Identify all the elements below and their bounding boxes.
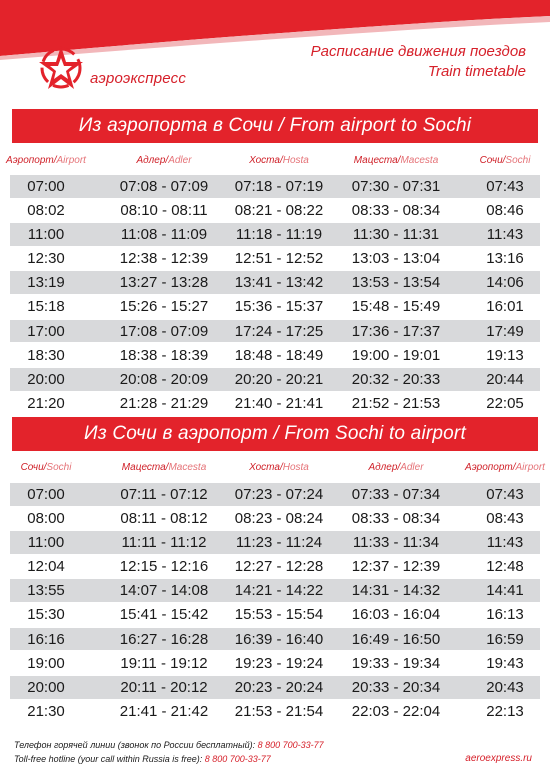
column-header [249, 155, 309, 166]
column-header-ru: Мацеста/ [353, 155, 401, 166]
column-header [480, 155, 531, 166]
table-cell: 11:43 [486, 226, 524, 244]
table-cell: 13:53 - 13:54 [351, 274, 441, 292]
table-row [10, 368, 540, 391]
table-cell: 13:19 [27, 274, 65, 292]
column-header-en: Adler [168, 155, 192, 166]
table-cell: 07:08 - 07:09 [119, 178, 209, 195]
table-row [10, 555, 540, 578]
table-cell: 11:23 - 11:24 [235, 534, 323, 552]
column-header [249, 462, 309, 473]
table-cell: 19:33 - 19:34 [351, 654, 441, 672]
table-cell: 22:13 [486, 702, 524, 720]
column-header-ru: Аэропорт/ [6, 155, 57, 166]
table-cell: 07:23 - 07:24 [234, 486, 324, 503]
table-cell: 19:23 - 19:24 [234, 654, 324, 672]
table-cell: 14:31 - 14:32 [351, 582, 441, 600]
table-cell: 08:46 [486, 202, 524, 220]
table-cell: 21:52 - 21:53 [351, 394, 441, 412]
table-row [10, 507, 540, 530]
hotline-en: Toll-free hotline (your call within Russia is free): [14, 754, 205, 764]
table-cell: 20:20 - 20:21 [234, 370, 324, 388]
title-en: Train timetable [427, 63, 526, 80]
table-cell: 14:06 [486, 274, 524, 292]
table-cell: 07:33 - 07:34 [351, 486, 441, 503]
table-row [10, 579, 540, 602]
table-cell: 19:00 [27, 654, 65, 672]
timetable-rows [10, 483, 540, 724]
table-row [10, 199, 540, 222]
table-row [10, 531, 540, 554]
table-cell: 12:27 - 12:28 [234, 558, 324, 576]
table-cell: 21:53 - 21:54 [234, 702, 324, 720]
section-title-ru: Из Сочи в аэропорт [84, 423, 268, 444]
table-row [10, 700, 540, 723]
table-cell: 19:43 [486, 654, 524, 672]
table-cell: 08:23 - 08:24 [234, 510, 324, 528]
table-cell: 13:16 [486, 250, 524, 268]
table-cell: 15:53 - 15:54 [234, 606, 324, 624]
table-cell: 15:36 - 15:37 [234, 298, 324, 316]
table-cell: 19:11 - 19:12 [120, 654, 208, 672]
timetable-rows [10, 175, 540, 416]
table-cell: 12:30 [27, 250, 65, 268]
table-cell: 22:05 [486, 394, 524, 412]
section-title-en: From airport to Sochi [289, 115, 472, 136]
table-cell: 19:13 [486, 346, 524, 364]
table-cell: 14:21 - 14:22 [234, 582, 324, 600]
section-title-separator: / [267, 423, 285, 444]
table-cell: 12:37 - 12:39 [351, 558, 441, 576]
section-title-ru: Из аэропорта в Сочи [78, 115, 274, 136]
hotline-ru: Телефон горячей линии (звонок по России бесплатный): [14, 740, 258, 750]
column-header-ru: Сочи/ [479, 155, 506, 166]
table-cell: 17:00 [27, 322, 65, 340]
table-cell: 08:10 - 08:11 [120, 202, 208, 220]
table-cell: 16:03 - 16:04 [351, 606, 441, 624]
section-title-bar [12, 417, 538, 451]
table-row [10, 628, 540, 651]
column-header [6, 155, 86, 166]
table-row [10, 652, 540, 675]
table-cell: 11:00 [27, 226, 65, 244]
table-cell: 08:33 - 08:34 [351, 202, 441, 220]
table-cell: 16:39 - 16:40 [234, 630, 324, 648]
table-cell: 16:16 [27, 630, 65, 648]
table-cell: 08:33 - 08:34 [351, 510, 441, 528]
table-cell: 17:08 - 07:09 [119, 322, 209, 340]
table-cell: 21:30 [27, 702, 65, 720]
table-cell: 20:23 - 20:24 [234, 678, 324, 696]
table-cell: 16:59 [486, 630, 524, 648]
table-cell: 11:08 - 11:09 [120, 226, 208, 244]
table-cell: 12:15 - 12:16 [119, 558, 209, 576]
table-cell: 21:40 - 21:41 [234, 394, 324, 412]
table-cell: 12:51 - 12:52 [234, 250, 324, 268]
table-cell: 15:30 [27, 606, 65, 624]
footer-hotline [14, 738, 324, 766]
table-cell: 08:21 - 08:22 [234, 202, 324, 220]
table-cell: 11:33 - 11:34 [352, 534, 440, 552]
table-cell: 22:03 - 22:04 [351, 702, 441, 720]
table-row [10, 271, 540, 294]
table-cell: 15:18 [27, 298, 65, 316]
section-title-separator: / [273, 115, 290, 136]
column-header-en: Sochi [505, 155, 531, 166]
column-header [465, 462, 545, 473]
section-title-bar [12, 109, 538, 143]
table-cell: 16:01 [486, 298, 524, 316]
table-cell: 11:18 - 11:19 [235, 226, 323, 244]
table-cell: 11:43 [486, 534, 524, 552]
column-header-en: Airport [56, 155, 86, 166]
table-cell: 08:43 [486, 510, 524, 528]
table-cell: 20:11 - 20:12 [120, 678, 208, 696]
table-cell: 07:11 - 07:12 [120, 486, 208, 503]
table-cell: 21:20 [27, 394, 65, 412]
column-header [368, 462, 423, 473]
column-header-ru: Адлер/ [368, 462, 401, 473]
table-cell: 18:38 - 18:39 [119, 346, 209, 364]
table-cell: 13:41 - 13:42 [234, 274, 324, 292]
column-header-ru: Хоста/ [249, 462, 283, 473]
table-cell: 16:27 - 16:28 [119, 630, 209, 648]
table-cell: 07:43 [486, 486, 524, 503]
column-header-en: Hosta [282, 155, 309, 166]
table-cell: 07:43 [486, 178, 524, 195]
table-cell: 07:00 [27, 178, 65, 195]
table-cell: 07:30 - 07:31 [351, 178, 441, 195]
table-cell: 15:41 - 15:42 [119, 606, 209, 624]
table-cell: 14:07 - 14:08 [119, 582, 209, 600]
column-header-en: Hosta [282, 462, 309, 473]
column-headers [6, 155, 540, 169]
column-header-en: Airport [515, 462, 545, 473]
table-cell: 20:43 [486, 678, 524, 696]
table-cell: 17:36 - 17:37 [351, 322, 441, 340]
table-cell: 11:00 [27, 534, 65, 552]
table-cell: 08:02 [27, 202, 65, 220]
table-cell: 12:38 - 12:39 [119, 250, 209, 268]
table-cell: 21:41 - 21:42 [119, 702, 209, 720]
document-title [311, 42, 526, 82]
column-header-en: Adler [400, 462, 424, 473]
column-header [354, 155, 439, 166]
column-header-ru: Аэропорт/ [465, 462, 516, 473]
table-cell: 20:44 [486, 370, 524, 388]
table-cell: 16:13 [486, 606, 524, 624]
table-cell: 18:30 [27, 346, 65, 364]
table-cell: 13:03 - 13:04 [351, 250, 441, 268]
section-title-en: From Sochi to airport [284, 423, 466, 444]
column-header-ru: Сочи/ [20, 462, 47, 473]
table-row [10, 295, 540, 318]
column-header [136, 155, 191, 166]
table-row [10, 392, 540, 415]
table-row [10, 483, 540, 506]
table-row [10, 603, 540, 626]
column-header-ru: Мацеста/ [121, 462, 169, 473]
table-cell: 19:00 - 19:01 [351, 346, 441, 364]
table-row [10, 175, 540, 198]
table-row [10, 247, 540, 270]
column-header-en: Macesta [400, 155, 439, 166]
table-cell: 08:11 - 08:12 [120, 510, 208, 528]
table-cell: 15:48 - 15:49 [351, 298, 441, 316]
column-headers [10, 462, 545, 476]
table-cell: 21:28 - 21:29 [119, 394, 209, 412]
table-cell: 12:04 [27, 558, 65, 576]
column-header [21, 462, 72, 473]
table-cell: 20:00 [27, 678, 65, 696]
hotline-phone-en: 8 800 700-33-77 [204, 754, 271, 764]
aeroexpress-logo-icon [36, 42, 86, 94]
website-link[interactable]: aeroexpress.ru [465, 753, 532, 764]
table-cell: 08:00 [27, 510, 65, 528]
table-cell: 17:49 [486, 322, 524, 340]
table-row [10, 320, 540, 343]
table-row [10, 344, 540, 367]
table-cell: 20:00 [27, 370, 65, 388]
table-cell: 13:55 [27, 582, 65, 600]
table-cell: 07:00 [27, 486, 65, 503]
table-cell: 20:32 - 20:33 [351, 370, 441, 388]
table-cell: 20:08 - 20:09 [119, 370, 209, 388]
table-cell: 11:11 - 11:12 [121, 534, 207, 552]
title-ru: Расписание движения поездов [310, 43, 526, 60]
table-cell: 16:49 - 16:50 [351, 630, 441, 648]
table-cell: 15:26 - 15:27 [119, 298, 209, 316]
table-row [10, 223, 540, 246]
table-cell: 17:24 - 17:25 [234, 322, 324, 340]
brand-name: аэроэкспресс [90, 70, 187, 87]
table-cell: 11:30 - 11:31 [352, 226, 440, 244]
column-header-en: Sochi [46, 462, 72, 473]
hotline-phone-ru: 8 800 700-33-77 [257, 740, 324, 750]
table-cell: 18:48 - 18:49 [234, 346, 324, 364]
table-cell: 12:48 [486, 558, 524, 576]
table-cell: 07:18 - 07:19 [234, 178, 324, 195]
column-header [122, 462, 207, 473]
column-header-ru: Адлер/ [136, 155, 169, 166]
table-cell: 14:41 [486, 582, 524, 600]
column-header-ru: Хоста/ [249, 155, 283, 166]
table-cell: 20:33 - 20:34 [351, 678, 441, 696]
column-header-en: Macesta [168, 462, 207, 473]
table-row [10, 676, 540, 699]
table-cell: 13:27 - 13:28 [119, 274, 209, 292]
